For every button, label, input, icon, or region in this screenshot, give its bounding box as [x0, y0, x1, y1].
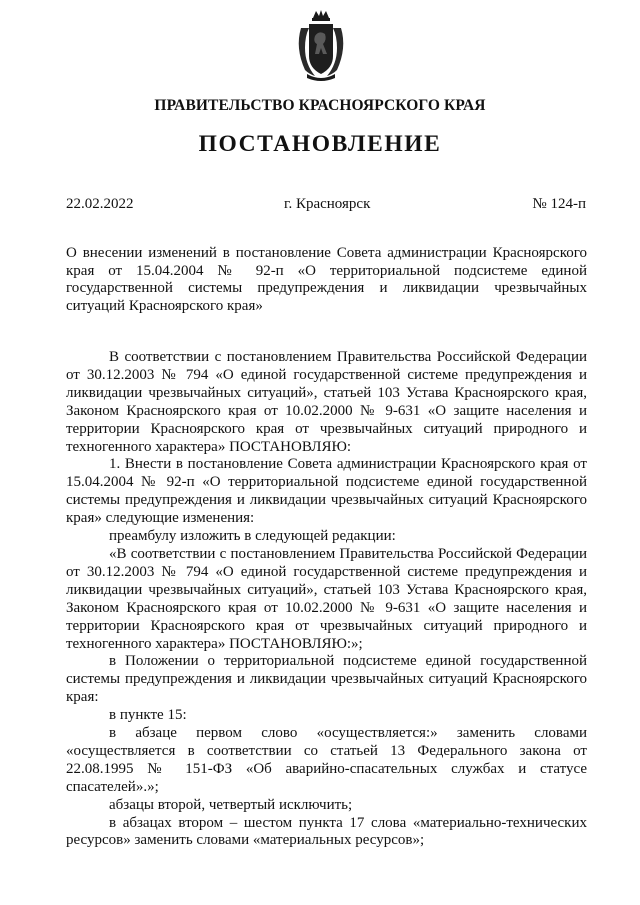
document-subject: О внесении изменений в постановление Совета администрации Красноярского края от 15.04.2004 № 92-п «О территориальной подсистеме единой государственной системы предупреждения и ликвидации чрезвычайных ситуаций Красноярского края» [66, 245, 587, 315]
body-paragraph: в абзацах втором – шестом пункта 17 слова «материально-технических ресурсов» заменить словами «материальных ресурсов»; [66, 814, 587, 849]
body-paragraph: в Положении о территориальной подсистеме единой государственной системы предупреждения и ликвидации чрезвычайных ситуаций Красноярского края: [66, 653, 587, 706]
body-paragraph: В соответствии с постановлением Правительства Российской Федерации от 30.12.2003 № 794 «О единой государственной системе предупреждения и ликвидации чрезвычайных ситуаций», статьей 103 Устава Красноярского края, Законом Красноярского края от 10.02.2000 № 9-631 «О защите населения и территории Красноярского края от чрезвычайных ситуаций природного и техногенного характера» ПОСТАНОВЛЯЮ: [66, 349, 587, 455]
body-paragraph: в абзаце первом слово «осуществляется:» заменить словами «осуществляется в соответствии со статьей 13 Федерального закона от 22.08.1995 № 151-ФЗ «Об аварийно-спасательных службах и статусе спасателей».»; [66, 725, 587, 795]
document-number: № 124-п [532, 196, 586, 212]
body-paragraph: «В соответствии с постановлением Правительства Российской Федерации от 30.12.2003 № 794 «О единой государственной системе предупреждения и ликвидации чрезвычайных ситуаций», статьей 103 Устава Красноярского края, Законом Красноярского края от 10.02.2000 № 9-631 «О защите населения и территории Красноярского края от чрезвычайных ситуаций природного и техногенного характера» ПОСТАНОВЛЯЮ:»; [66, 545, 587, 652]
body-paragraph: преамбулу изложить в следующей редакции: [109, 528, 396, 545]
body-paragraph: в пункте 15: [109, 707, 187, 724]
document-city: г. Красноярск [284, 196, 371, 212]
document-body [66, 349, 587, 850]
body-paragraph: 1. Внести в постановление Совета администрации Красноярского края от 15.04.2004 № 92-п «О территориальной подсистеме единой государственной системы предупреждения и ликвидации чрезвычайных ситуаций Красноярского края» следующие изменения: [66, 456, 587, 527]
document-type: ПОСТАНОВЛЕНИЕ [198, 131, 442, 157]
organization-name: ПРАВИТЕЛЬСТВО КРАСНОЯРСКОГО КРАЯ [154, 97, 486, 114]
coat-of-arms-krasnoyarsk-icon [291, 8, 351, 82]
body-paragraph: абзацы второй, четвертый исключить; [109, 796, 353, 813]
document-date: 22.02.2022 [66, 196, 134, 212]
